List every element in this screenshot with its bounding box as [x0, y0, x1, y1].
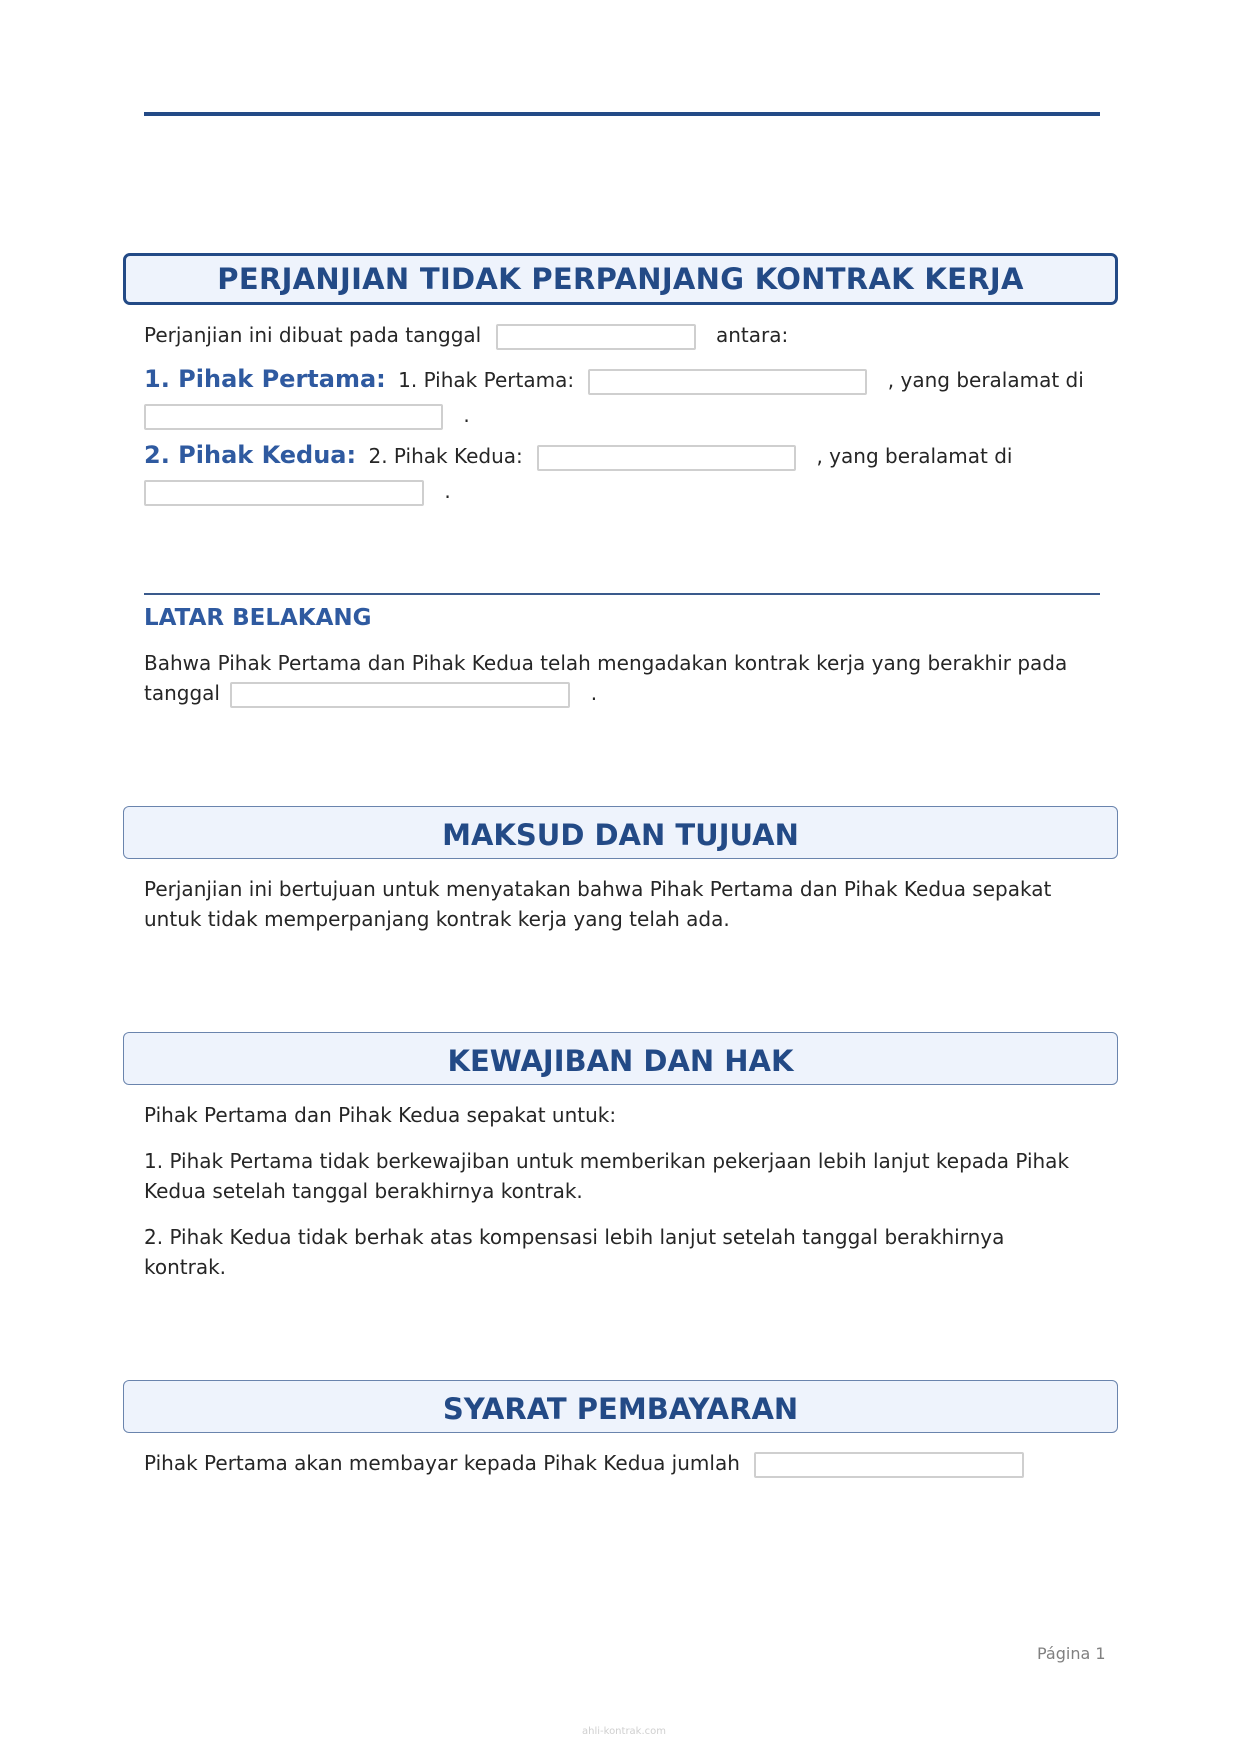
intro-suffix: antara: — [715, 323, 789, 347]
background-line-2 — [144, 678, 597, 708]
intro-text: Perjanjian ini dibuat pada tanggal — [144, 323, 482, 347]
payment-heading-box — [123, 1380, 1118, 1433]
payment-text: Pihak Pertama akan membayar kepada Pihak Kedua jumlah — [144, 1451, 740, 1475]
agreement-date-input[interactable] — [496, 324, 696, 350]
obligation-item-1-line-2: Kedua setelah tanggal berakhirnya kontrak. — [144, 1179, 583, 1203]
purpose-line-1: Perjanjian ini bertujuan untuk menyatakan bahwa Pihak Pertama dan Pihak Kedua sepakat — [144, 877, 1052, 901]
payment-amount-input[interactable] — [754, 1452, 1024, 1478]
party-2-line — [144, 440, 1012, 471]
party-1-address-input[interactable] — [144, 404, 443, 430]
party-2-address-line — [144, 476, 451, 506]
purpose-line-2: untuk tidak memperpanjang kontrak kerja yang telah ada. — [144, 907, 730, 931]
party-1-inline-label: 1. Pihak Pertama: — [398, 368, 575, 392]
document-title: PERJANJIAN TIDAK PERPANJANG KONTRAK KERJA — [217, 262, 1024, 296]
background-end: . — [590, 681, 598, 705]
party-1-label: 1. Pihak Pertama: — [144, 365, 386, 393]
party-2-address-input[interactable] — [144, 480, 424, 506]
purpose-heading: MAKSUD DAN TUJUAN — [442, 817, 799, 852]
party-2-name-input[interactable] — [537, 445, 796, 471]
party-1-address-text: , yang beralamat di — [887, 368, 1084, 392]
purpose-heading-box — [123, 806, 1118, 859]
obligation-item-2-line-1: 2. Pihak Kedua tidak berhak atas kompensasi lebih lanjut setelah tanggal berakhirnya — [144, 1225, 1005, 1249]
payment-line — [144, 1448, 1024, 1478]
watermark: ahli-kontrak.com — [582, 1726, 667, 1737]
page-number: Página 1 — [1037, 1644, 1106, 1663]
background-heading: LATAR BELAKANG — [144, 605, 372, 631]
party-2-label: 2. Pihak Kedua: — [144, 441, 357, 469]
party-1-line — [144, 364, 1084, 395]
background-line-1: Bahwa Pihak Pertama dan Pihak Kedua telah mengadakan kontrak kerja yang berakhir pada — [144, 651, 1068, 675]
obligations-heading: KEWAJIBAN DAN HAK — [447, 1043, 794, 1078]
party-2-inline-label: 2. Pihak Kedua: — [368, 444, 523, 468]
background-tanggal: tanggal — [144, 681, 220, 705]
contract-end-date-input[interactable] — [230, 682, 570, 708]
intro-line — [144, 320, 788, 350]
party-1-address-line — [144, 400, 470, 430]
party-2-end: . — [444, 479, 451, 503]
obligations-intro: Pihak Pertama dan Pihak Kedua sepakat untuk: — [144, 1103, 617, 1127]
top-rule — [144, 112, 1100, 116]
obligation-item-1-line-1: 1. Pihak Pertama tidak berkewajiban untuk memberikan pekerjaan lebih lanjut kepada Pihak — [144, 1149, 1070, 1173]
party-1-end: . — [463, 403, 470, 427]
section-divider — [144, 593, 1100, 595]
payment-heading: SYARAT PEMBAYARAN — [442, 1391, 799, 1426]
party-2-address-text: , yang beralamat di — [816, 444, 1013, 468]
obligation-item-2-line-2: kontrak. — [144, 1255, 227, 1279]
party-1-name-input[interactable] — [588, 369, 867, 395]
document-title-box — [123, 253, 1118, 305]
obligations-heading-box — [123, 1032, 1118, 1085]
